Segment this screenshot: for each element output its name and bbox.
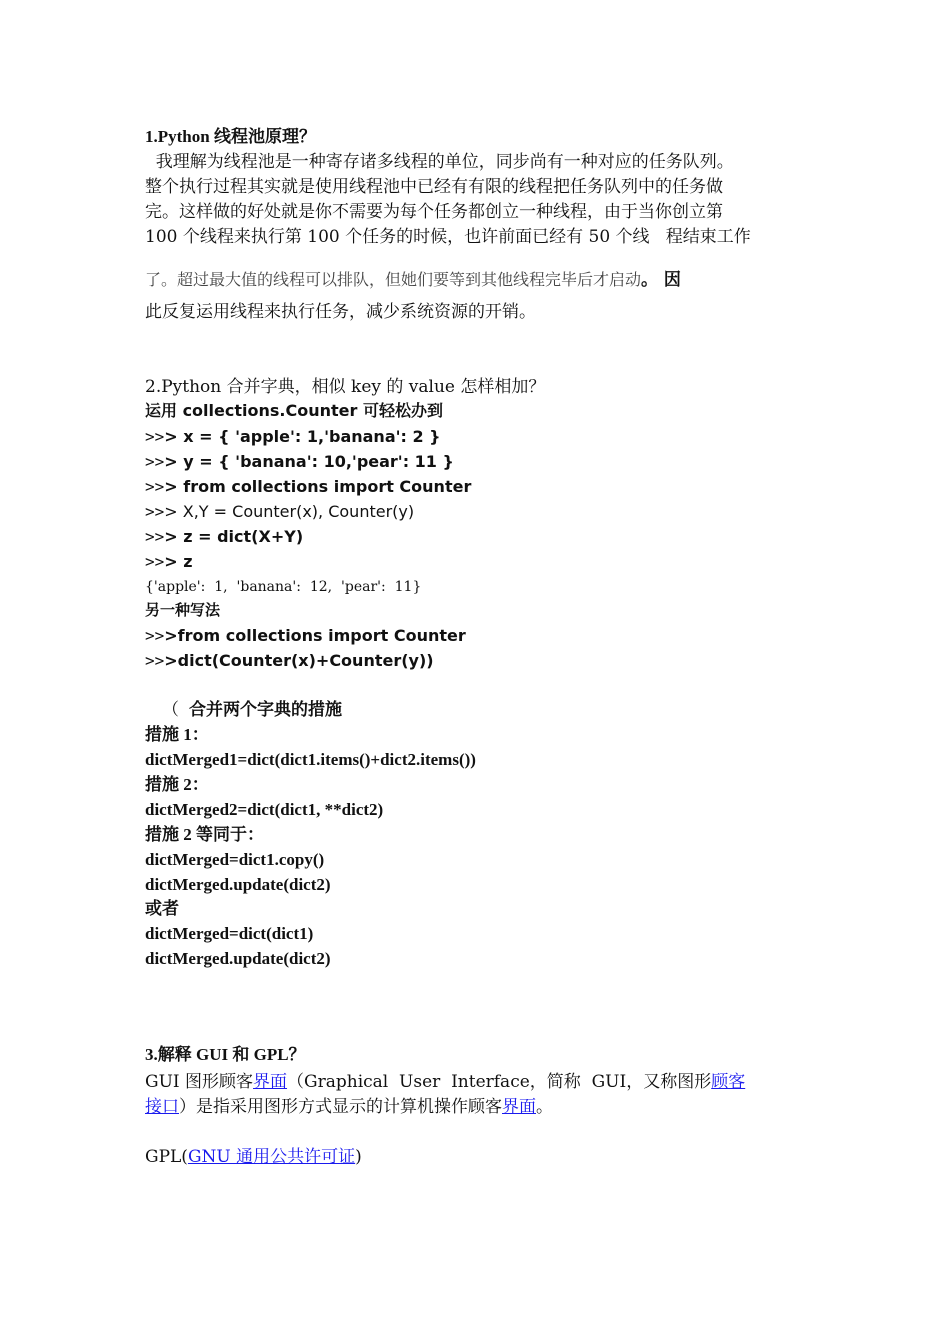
alt-label: 另一种写法 [145, 601, 221, 619]
code-line [145, 624, 466, 648]
equivalent-code: dictMerged.update(dict2) [145, 875, 331, 894]
section3-heading: 3.解释 GUI 和 GPL？ [145, 1045, 306, 1064]
section1-paragraph-line: 100 个线程来执行第 100 个任务的时候，也许前面已经有 50 个线 程结束工作 [145, 227, 751, 247]
merge-heading-paren: （ [162, 700, 179, 720]
gui-text: 。 [536, 1097, 553, 1117]
section1-paragraph-line: 我理解为线程池是一种寄存诸多线程的单位，同步尚有一种对应的任务队列。 [145, 152, 734, 172]
user-link[interactable]: 顾客 [711, 1072, 746, 1092]
section1-line5-end: 。 因 [641, 270, 681, 290]
code-line [145, 649, 434, 673]
code-prompt: >> [145, 427, 165, 446]
section1-paragraph-line: 此反复运用线程来执行任务，减少系统资源的开销。 [145, 302, 536, 322]
gui-text: （Graphical User Interface，简称 GUI，又称图形 [287, 1072, 712, 1092]
or-code: dictMerged.update(dict2) [145, 949, 331, 968]
gpl-text: GPL( [145, 1147, 188, 1167]
section1-paragraph-line [145, 268, 681, 292]
gpl-license-link[interactable]: GNU 通用公共许可证 [187, 1147, 356, 1167]
or-code: dictMerged=dict(dict1) [145, 924, 314, 943]
merge-heading-text: 合并两个字典的措施 [189, 700, 342, 720]
gpl-text: ) [355, 1147, 362, 1167]
gui-definition-line [145, 1070, 745, 1094]
method2-code: dictMerged2=dict(dict1, **dict2) [145, 800, 384, 819]
code-prompt: >> [145, 651, 165, 670]
code-prompt: >> [145, 527, 165, 546]
code-prompt: >> [145, 502, 165, 521]
gui-text: ）是指采用图形方式显示的计算机操作顾客 [179, 1097, 502, 1117]
code-text: > from collections import Counter [164, 477, 472, 496]
section1-line5-text: 了。超过最大值的线程可以排队，但她们要等到其他线程完毕后才启动 [145, 270, 642, 289]
code-text: >dict(Counter(x)+Counter(y)) [164, 651, 434, 670]
section1-paragraph-line: 完。这样做的好处就是你不需要为每个任务都创立一种线程，由于当你创立第 [145, 202, 723, 222]
code-text: > z = dict(X+Y) [164, 527, 304, 546]
code-prompt: >> [145, 626, 165, 645]
method2-label: 措施 2： [145, 775, 209, 794]
code-text: > X,Y = Counter(x), Counter(y) [164, 502, 415, 521]
code-text: > z [164, 552, 193, 571]
section2-intro: 运用 collections.Counter 可轻松办到 [145, 401, 443, 420]
interface-port-link[interactable]: 接口 [145, 1097, 179, 1117]
code-line [145, 450, 454, 474]
equivalent-code: dictMerged=dict1.copy() [145, 850, 325, 869]
section1-heading: 1.Python 线程池原理？ [145, 127, 316, 146]
code-line [145, 425, 441, 449]
section1-paragraph-line: 整个执行过程其实就是使用线程池中已经有有限的线程把任务队列中的任务做 [145, 177, 723, 197]
section2-heading: 2.Python 合并字典，相似 key 的 value 怎样相加？ [145, 377, 546, 397]
method1-label: 措施 1： [145, 725, 209, 744]
code-line [145, 475, 471, 499]
code-text: > x = { 'apple': 1,'banana': 2 } [164, 427, 441, 446]
code-output: {'apple': 1, 'banana': 12, 'pear': 11} [145, 579, 422, 595]
code-text: >from collections import Counter [164, 626, 466, 645]
interface-link[interactable]: 界面 [502, 1097, 536, 1117]
code-line [145, 500, 414, 524]
code-line [145, 550, 193, 574]
code-text: > y = { 'banana': 10,'pear': 11 } [164, 452, 454, 471]
gui-definition-line [145, 1095, 553, 1119]
code-line [145, 525, 303, 549]
code-prompt: >> [145, 552, 165, 571]
interface-link[interactable]: 界面 [253, 1072, 288, 1092]
merge-heading [162, 698, 342, 722]
code-prompt: >> [145, 477, 165, 496]
method1-code: dictMerged1=dict(dict1.items()+dict2.items()) [145, 750, 476, 769]
gpl-line [145, 1145, 362, 1169]
gui-text: GUI 图形顾客 [145, 1072, 254, 1092]
method2-equivalent-label: 措施 2 等同于： [145, 825, 264, 844]
code-prompt: >> [145, 452, 165, 471]
or-label: 或者 [145, 899, 179, 919]
